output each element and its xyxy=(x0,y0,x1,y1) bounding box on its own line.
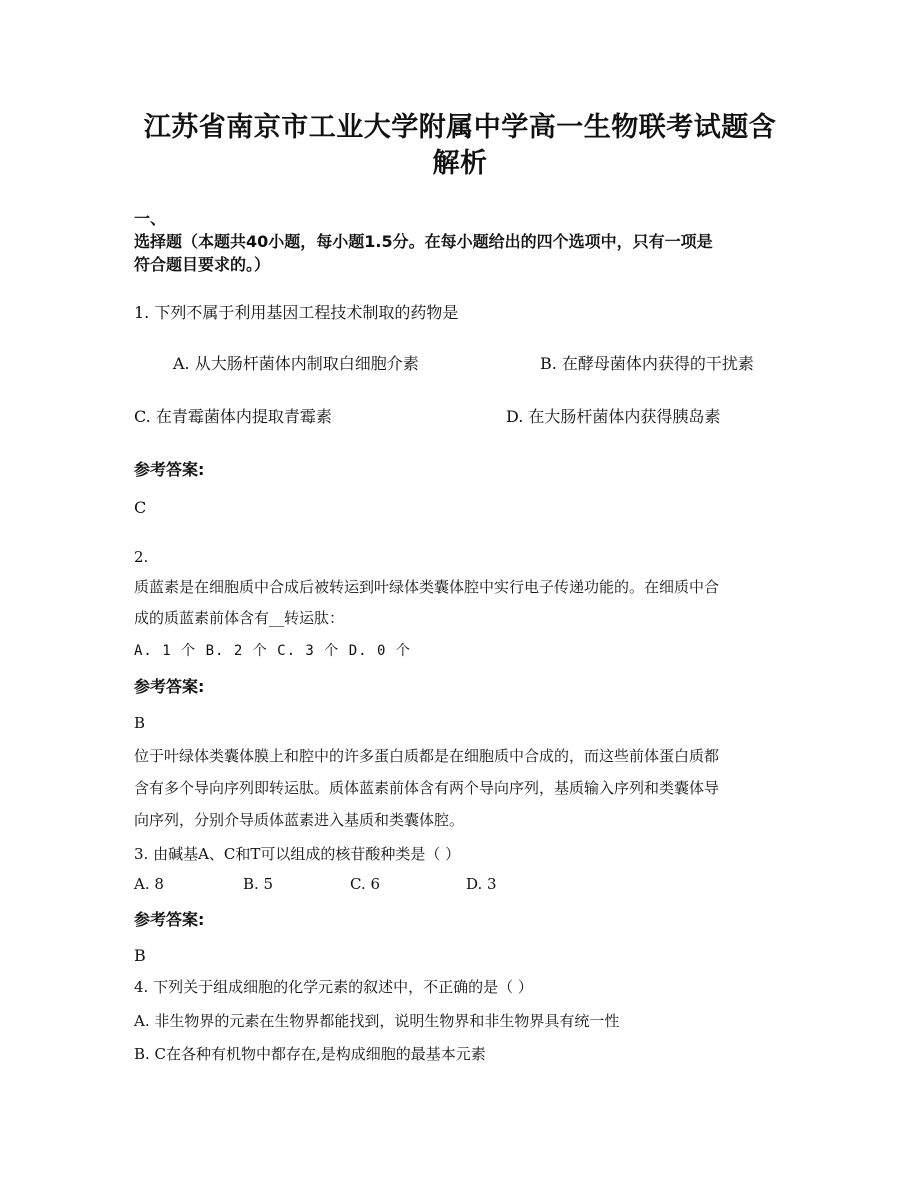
question-3-option-b: B. 5 xyxy=(243,875,274,893)
question-1-option-b: B. 在酵母菌体内获得的干扰素 xyxy=(540,354,754,373)
answer-label-3: 参考答案: xyxy=(134,910,205,929)
question-2-stem-line-2: 成的质蓝素前体含有__转运肽： xyxy=(134,609,345,627)
question-4-option-b: B. C在各种有机物中都存在,是构成细胞的最基本元素 xyxy=(134,1045,486,1063)
section-instruction-line-2: 符合题目要求的。） xyxy=(134,255,271,274)
answer-3: B xyxy=(134,946,146,965)
question-1-option-d: D. 在大肠杆菌体内获得胰岛素 xyxy=(506,407,721,426)
explanation-2-line-2: 含有多个导向序列即转运肽。质体蓝素前体含有两个导向序列，基质输入序列和类囊体导 xyxy=(134,779,720,797)
question-2-stem-line-1: 质蓝素是在细胞质中合成后被转运到叶绿体类囊体腔中实行电子传递功能的。在细质中合 xyxy=(134,578,720,596)
question-2-number: 2. xyxy=(134,548,149,566)
question-1-option-c: C. 在青霉菌体内提取青霉素 xyxy=(134,407,332,426)
page-title-line-2: 解析 xyxy=(432,148,488,179)
question-4-option-a: A. 非生物界的元素在生物界都能找到，说明生物界和非生物界具有统一性 xyxy=(134,1012,620,1030)
explanation-2-line-1: 位于叶绿体类囊体膜上和腔中的许多蛋白质都是在细胞质中合成的，而这些前体蛋白质都 xyxy=(134,747,720,765)
explanation-2-line-3: 向序列，分别介导质体蓝素进入基质和类囊体腔。 xyxy=(134,811,465,829)
answer-2: B xyxy=(134,714,146,732)
question-3-stem: 3. 由碱基A、C和T可以组成的核苷酸种类是（ ） xyxy=(134,845,461,863)
question-4-stem: 4. 下列关于组成细胞的化学元素的叙述中，不正确的是（ ） xyxy=(134,978,533,996)
question-1-option-a: A. 从大肠杆菌体内制取白细胞介素 xyxy=(173,354,419,373)
answer-1: C xyxy=(134,498,147,517)
page-title-line-1: 江苏省南京市工业大学附属中学高一生物联考试题含 xyxy=(143,112,777,143)
section-number: 一、 xyxy=(134,209,167,228)
question-3-option-a: A. 8 xyxy=(134,875,164,893)
answer-label-1: 参考答案: xyxy=(134,460,205,479)
question-3-option-d: D. 3 xyxy=(466,875,497,893)
section-instruction-line-1: 选择题（本题共40小题，每小题1.5分。在每小题给出的四个选项中，只有一项是 xyxy=(134,232,713,251)
question-1-stem: 1. 下列不属于利用基因工程技术制取的药物是 xyxy=(134,303,459,322)
question-3-option-c: C. 6 xyxy=(350,875,381,893)
question-2-options: A. 1 个 B. 2 个 C. 3 个 D. 0 个 xyxy=(134,643,411,659)
answer-label-2: 参考答案: xyxy=(134,677,205,696)
